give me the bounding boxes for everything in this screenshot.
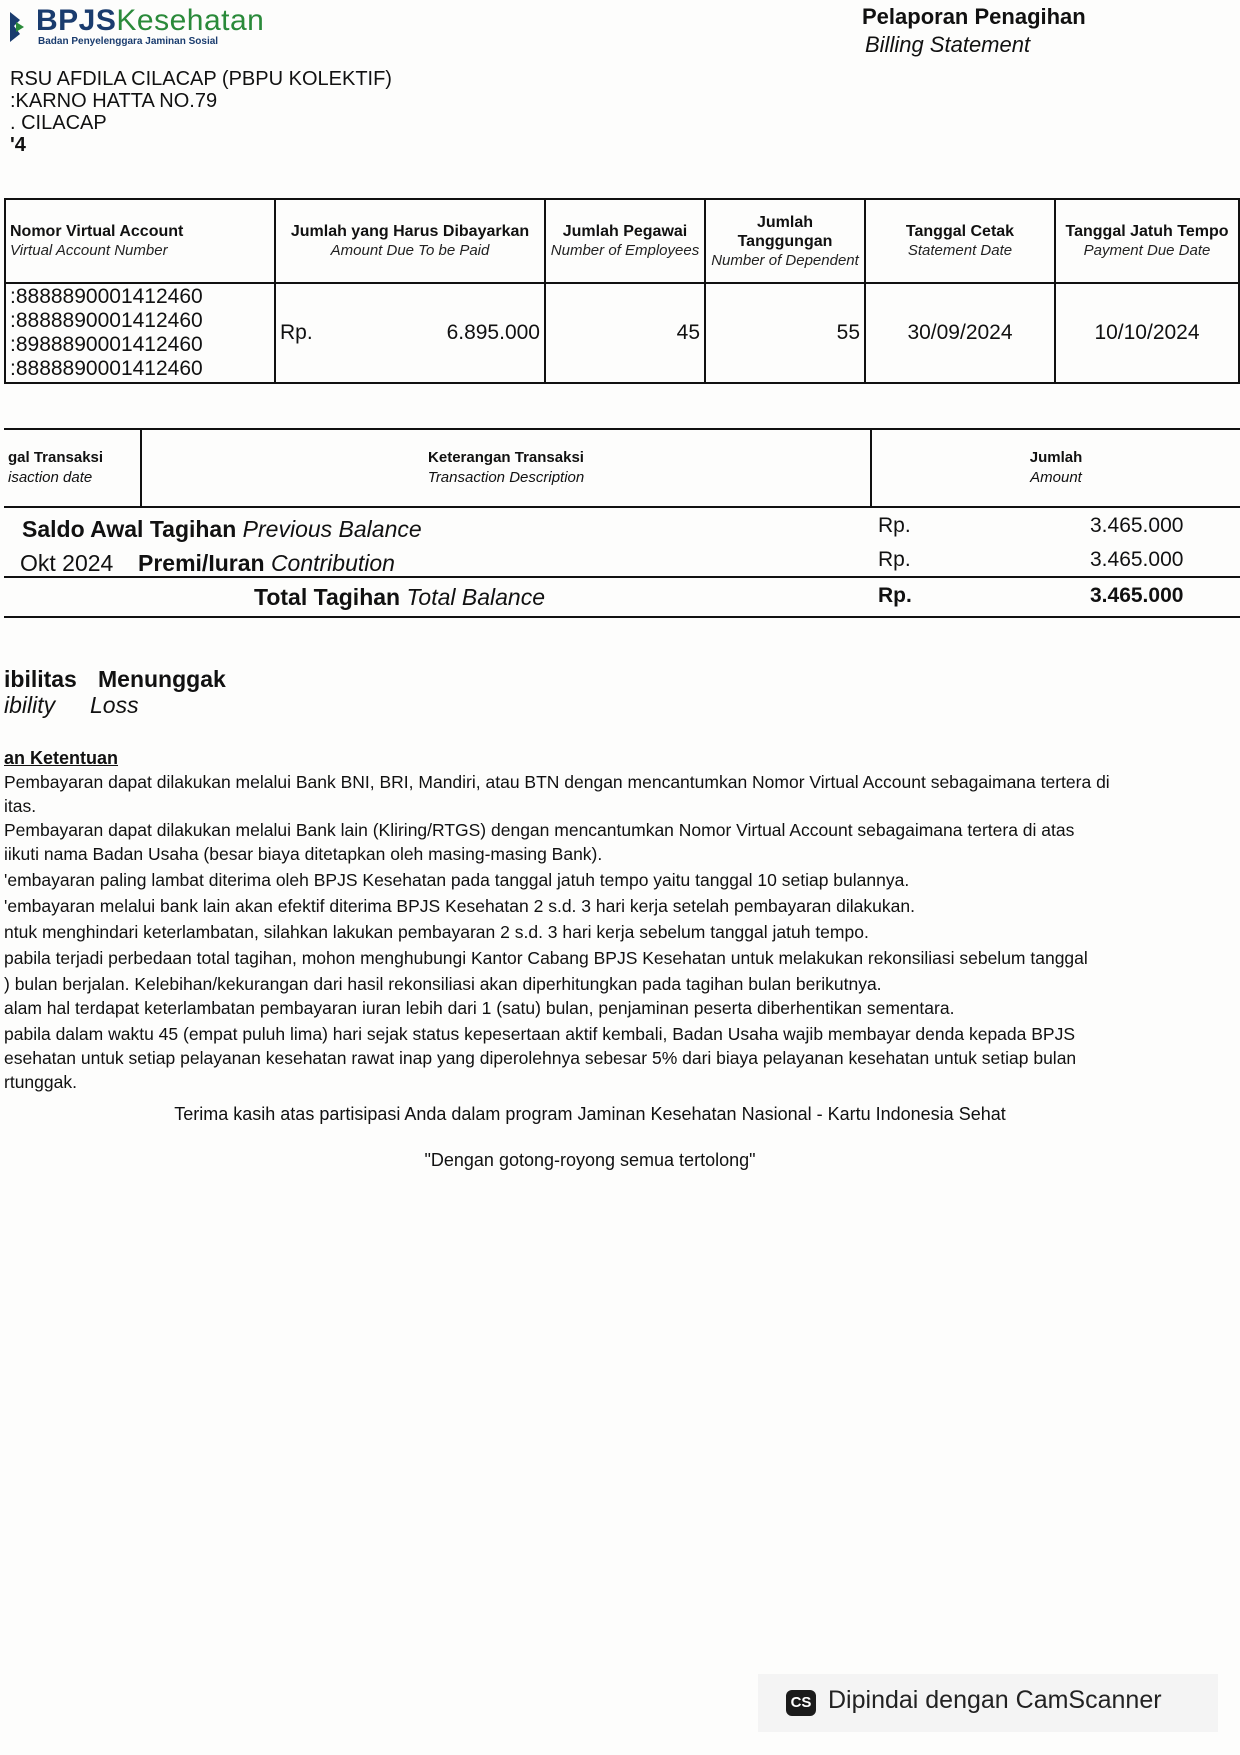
divider: [4, 616, 1240, 618]
terms-line: rtunggak.: [4, 1072, 77, 1092]
transaction-row-date: Okt 2024: [20, 550, 114, 576]
terms-line: 'embayaran paling lambat diterima oleh BPJS Kesehatan pada tanggal jatuh tempo yaitu tanggal 10 setiap bulannya.: [4, 870, 910, 890]
transaction-row-amount: 3.465.000: [1090, 514, 1184, 537]
va-number: :8888890001412460: [10, 357, 203, 380]
transaction-row-currency: Rp.: [878, 514, 911, 537]
divider: [4, 576, 1240, 578]
total-label: Total Tagihan Total Balance: [254, 584, 546, 610]
terms-line: iikuti nama Badan Usaha (besar biaya ditetapkan oleh masing-masing Bank).: [4, 844, 603, 864]
terms-line: ntuk menghindari keterlambatan, silahkan lakukan pembayaran 2 s.d. 3 hari kerja sebelum tanggal jatuh tempo.: [4, 922, 869, 942]
transaction-row-desc: Saldo Awal Tagihan Previous Balance: [22, 516, 422, 542]
motto: "Dengan gotong-royong semua tertolong": [424, 1150, 756, 1170]
terms-line: pabila terjadi perbedaan total tagihan, mohon menghubungi Kantor Cabang BPJS Kesehatan untuk melakukan rekonsiliasi sebelum tanggal: [4, 948, 1088, 968]
bpjs-logo-icon: [6, 10, 26, 44]
terms-line: itas.: [4, 796, 37, 816]
address-line: :KARNO HATTA NO.79: [10, 90, 218, 112]
employees-value: 45: [545, 283, 705, 383]
header-statement-date: Tanggal Cetak Statement Date: [865, 199, 1055, 283]
logo-title: BPJSKesehatan: [36, 4, 265, 37]
terms-line: esehatan untuk setiap pelayanan kesehatan rawat inap yang diperolehnya sebesar 5% dari biaya pelayanan kesehatan untuk setiap bulan: [4, 1048, 1077, 1068]
terms-title: an Ketentuan: [4, 748, 119, 768]
amount-due-currency: Rp.: [280, 321, 313, 344]
camscanner-icon: CS: [786, 1690, 816, 1716]
dependents-value: 55: [705, 283, 865, 383]
due-date-value: 10/10/2024: [1055, 283, 1239, 383]
va-number-list: [5, 283, 275, 383]
terms-line: 'embayaran melalui bank lain akan efektif diterima BPJS Kesehatan 2 s.d. 3 hari kerja setelah pembayaran dilakukan.: [4, 896, 915, 916]
address-line: '4: [10, 134, 26, 156]
address-line: . CILACAP: [10, 112, 107, 134]
document-title: Pelaporan Penagihan: [862, 4, 1086, 29]
header-employees: Jumlah Pegawai Number of Employees: [545, 199, 705, 283]
status-label-en: ibility: [4, 692, 56, 718]
header-dependents: Jumlah Tanggungan Number of Dependent: [705, 199, 865, 283]
terms-line: pabila dalam waktu 45 (empat puluh lima) hari sejak status kepesertaan aktif kembali, Badan Usaha wajib membayar denda kepada BPJS: [4, 1024, 1076, 1044]
header-transaction-desc: Keterangan Transaksi Transaction Description: [141, 429, 871, 507]
status-value: Menunggak: [98, 666, 226, 692]
transaction-row-amount: 3.465.000: [1090, 548, 1184, 571]
amount-due-cell: [275, 283, 545, 383]
terms-line: alam hal terdapat keterlambatan pembayaran iuran lebih dari 1 (satu) bulan, penjaminan peserta diberhentikan sementara.: [4, 998, 955, 1018]
header-due-date: Tanggal Jatuh Tempo Payment Due Date: [1055, 199, 1239, 283]
transaction-table-header: [4, 428, 1240, 508]
camscanner-text: Dipindai dengan CamScanner: [828, 1686, 1162, 1714]
status-label: ibilitas: [4, 666, 77, 692]
document-subtitle: Billing Statement: [865, 32, 1031, 57]
status-value-en: Loss: [90, 692, 139, 718]
va-number: :8988890001412460: [10, 333, 203, 356]
billing-summary-table: [4, 198, 1240, 384]
amount-due-value: 6.895.000: [446, 321, 540, 344]
total-amount: 3.465.000: [1090, 584, 1184, 607]
terms-line: Pembayaran dapat dilakukan melalui Bank BNI, BRI, Mandiri, atau BTN dengan mencantumkan Nomor Virtual Account sebagaimana tertera di: [4, 772, 1110, 792]
terms-line: ) bulan berjalan. Kelebihan/kekurangan dari hasil rekonsiliasi akan diperhitungkan pada tagihan bulan berikutnya.: [4, 974, 882, 994]
header-va-number: Nomor Virtual Account Virtual Account Number: [5, 199, 275, 283]
transaction-row-desc: Premi/Iuran Contribution: [138, 550, 395, 576]
va-number: :8888890001412460: [10, 309, 203, 332]
va-number: :8888890001412460: [10, 285, 203, 308]
header-amount-due: Jumlah yang Harus Dibayarkan Amount Due To be Paid: [275, 199, 545, 283]
address-line: RSU AFDILA CILACAP (PBPU KOLEKTIF): [10, 68, 392, 90]
thank-you-note: Terima kasih atas partisipasi Anda dalam program Jaminan Kesehatan Nasional - Kartu Indonesia Sehat: [174, 1104, 1006, 1124]
terms-line: Pembayaran dapat dilakukan melalui Bank lain (Kliring/RTGS) dengan mencantumkan Nomor Virtual Account sebagaimana tertera di atas: [4, 820, 1075, 840]
header-transaction-amount: Jumlah Amount: [871, 429, 1240, 507]
logo-tagline: Badan Penyelenggara Jaminan Sosial: [38, 36, 219, 47]
total-currency: Rp.: [878, 584, 912, 607]
transaction-row-currency: Rp.: [878, 548, 911, 571]
statement-date-value: 30/09/2024: [865, 283, 1055, 383]
header-transaction-date: gal Transaksi isaction date: [4, 429, 141, 507]
